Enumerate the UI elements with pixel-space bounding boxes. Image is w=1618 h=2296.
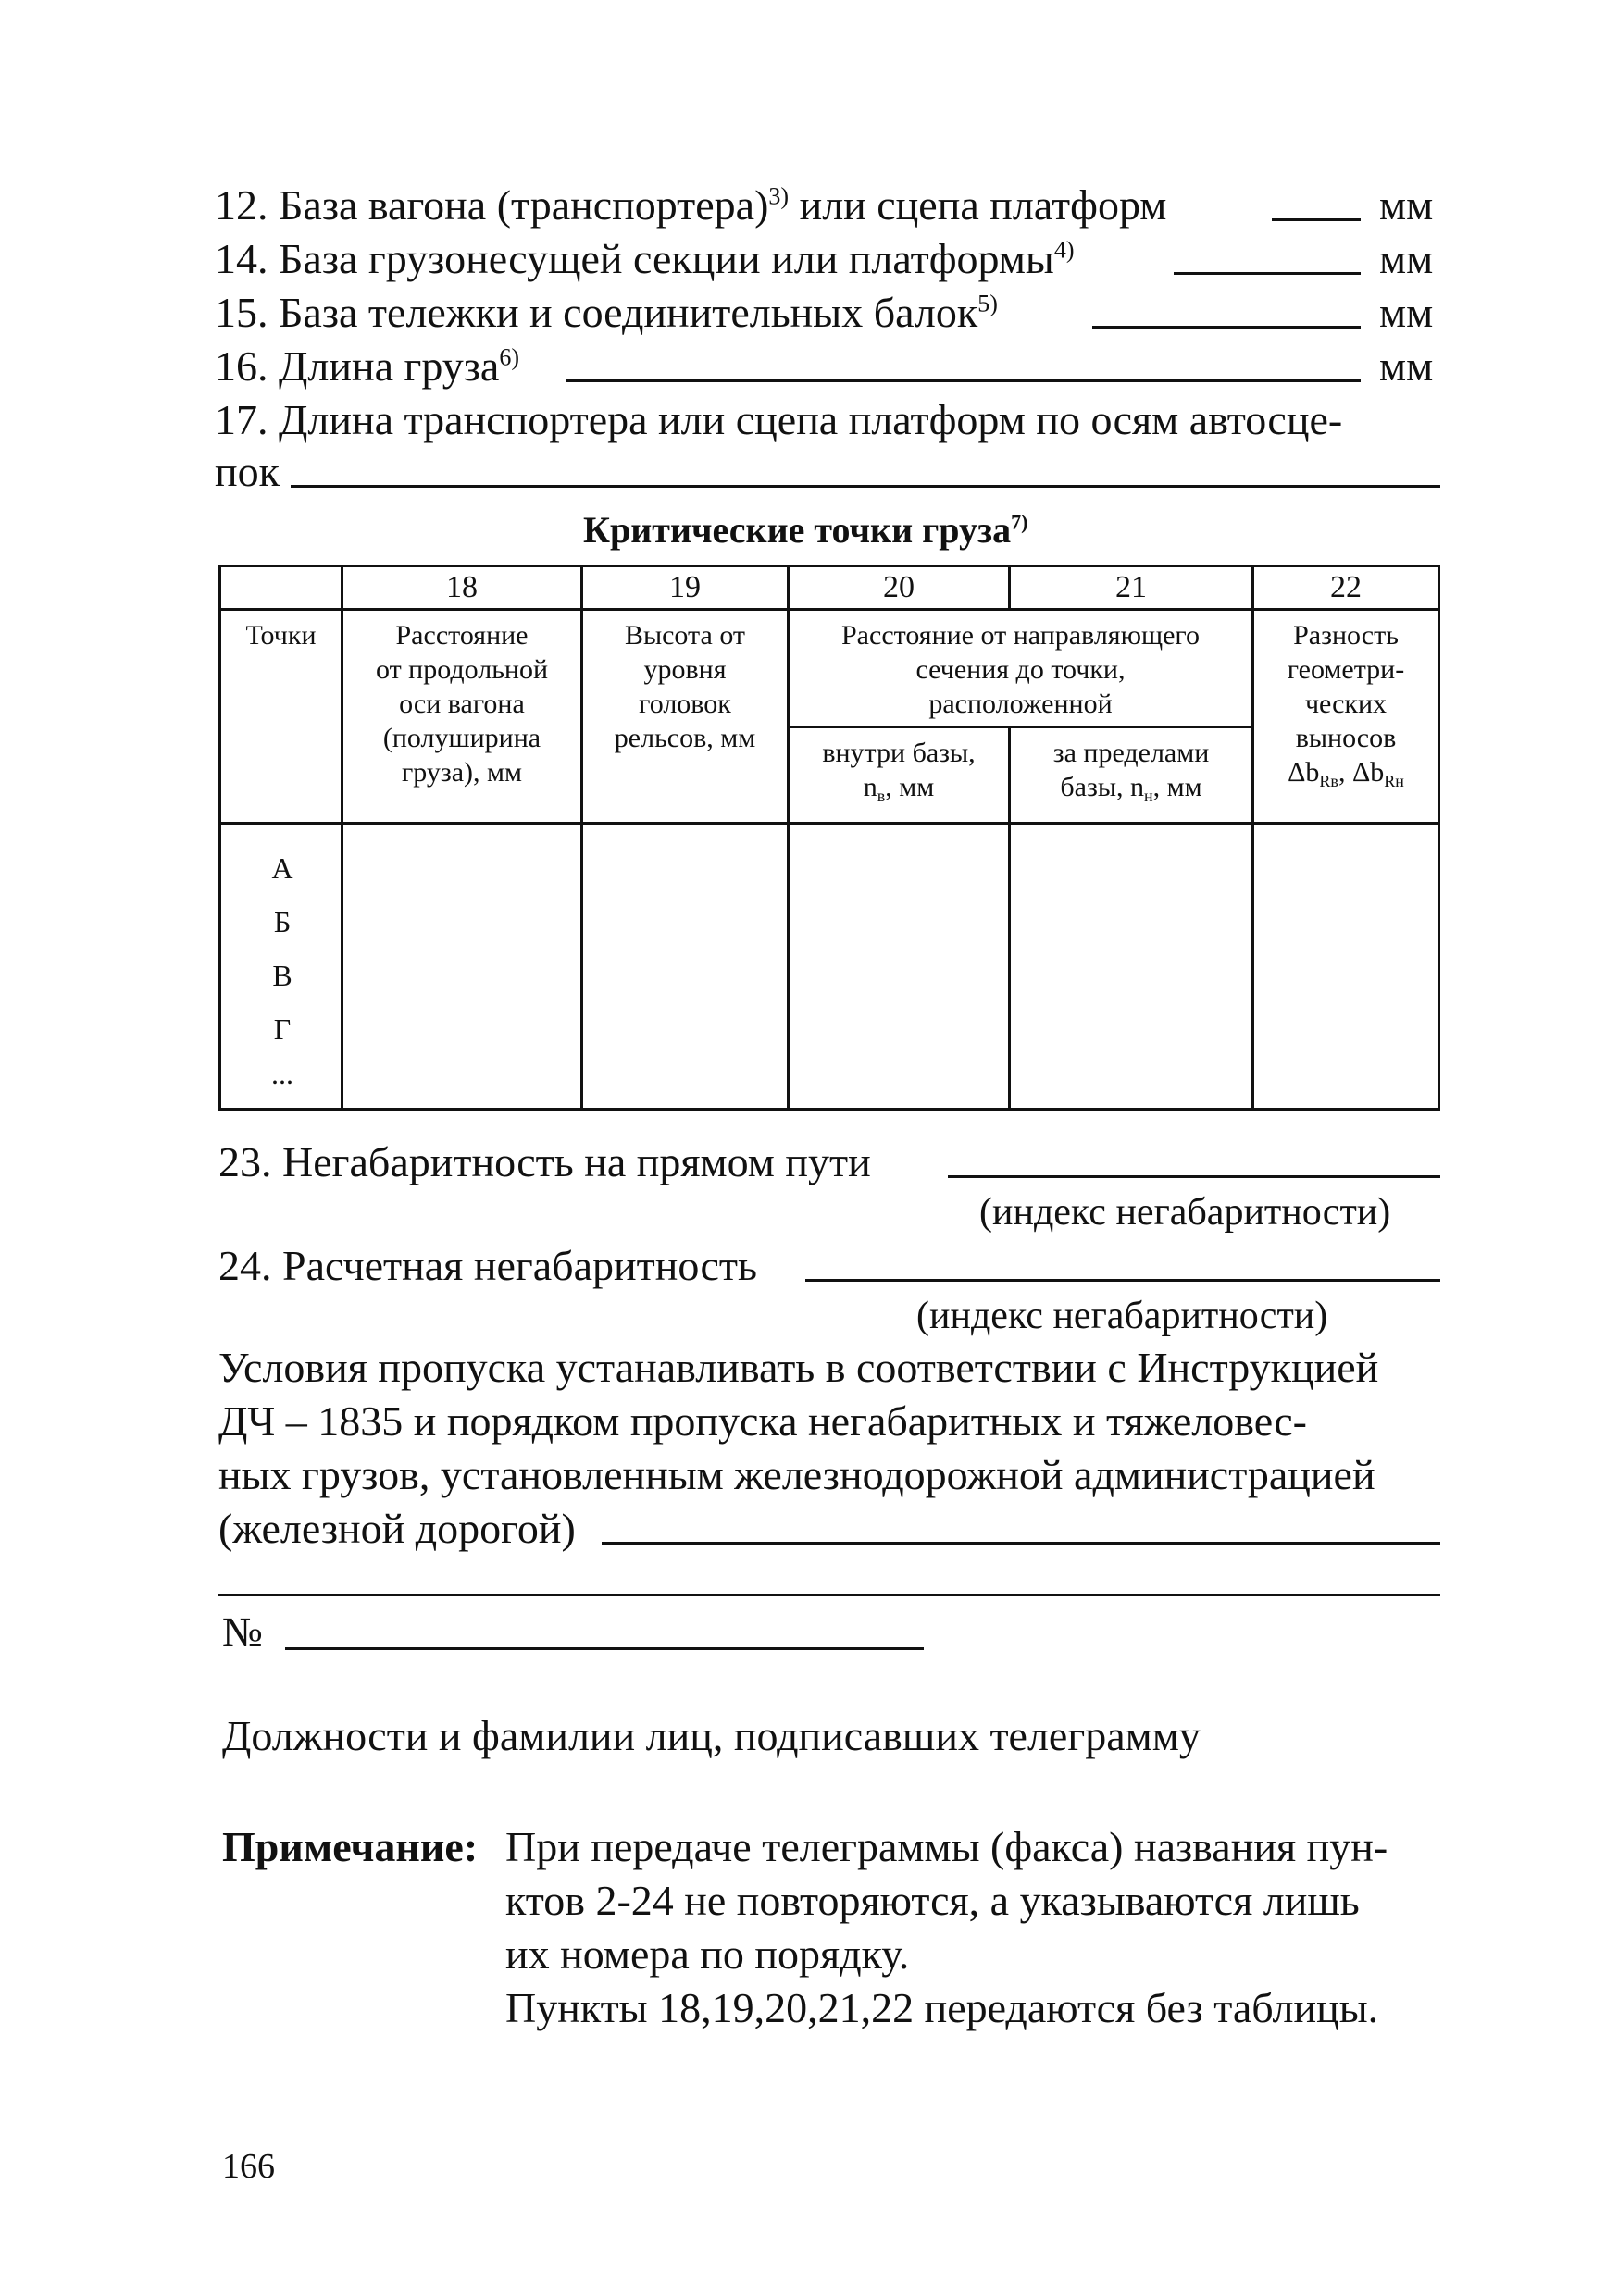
- header-col-20: [787, 726, 1011, 825]
- note-line-1: При передаче телеграммы (факса) названия пун-: [505, 1823, 1388, 1870]
- header-points-label: Точки: [245, 620, 317, 651]
- header-22-line: геометри-: [1287, 654, 1405, 685]
- header-22-sub1: Rв: [1319, 772, 1338, 790]
- table-title-text: Критические точки груза: [583, 509, 1012, 551]
- col-number-22: 22: [1251, 565, 1440, 611]
- item-12-tail: или сцепа платформ: [789, 181, 1167, 229]
- item-16-unit: мм: [1379, 342, 1434, 390]
- header-22-db1: Δb: [1288, 757, 1320, 788]
- header-20-n: n: [863, 772, 877, 802]
- item-16-text: 16. Длина груза: [215, 342, 500, 390]
- header-col-19: [580, 608, 790, 825]
- item-14: [215, 233, 1075, 285]
- item-15-unit: мм: [1379, 289, 1434, 336]
- number-blank[interactable]: [285, 1647, 924, 1650]
- conditions-line-3: ных грузов, установленным железнодорожной администрацией: [218, 1451, 1375, 1498]
- header-20-sub: в: [877, 787, 886, 805]
- header-21-unit: , мм: [1152, 772, 1202, 802]
- critical-points-table: [218, 565, 1440, 1111]
- col-number-21: 21: [1008, 565, 1254, 611]
- header-20-line2: [790, 770, 1008, 813]
- header-22-sub2: Rн: [1384, 772, 1404, 790]
- header-col-20-21: [787, 608, 1254, 728]
- item-24-note: (индекс негабаритности): [916, 1295, 1328, 1337]
- table-title: [583, 507, 1027, 553]
- item-15-footnote: 5): [977, 290, 998, 317]
- item-17-line2: пок: [215, 448, 280, 495]
- item-16: [215, 341, 519, 392]
- item-14-text: 14. База грузонесущей секции или платформы: [215, 235, 1054, 282]
- extra-blank-line[interactable]: [218, 1594, 1440, 1596]
- item-16-blank[interactable]: [566, 379, 1361, 382]
- item-15-text: 15. База тележки и соединительных балок: [215, 289, 978, 336]
- body-cell-21[interactable]: [1008, 822, 1254, 1111]
- signers-text: Должности и фамилии лиц, подписавших телеграмму: [222, 1712, 1201, 1759]
- header-19-line: Высота от: [624, 620, 746, 651]
- item-14-unit: мм: [1379, 235, 1434, 282]
- body-cell-18[interactable]: [341, 822, 583, 1111]
- item-12-unit: мм: [1379, 181, 1434, 229]
- item-12-text: 12. База вагона (транспортера): [215, 181, 769, 229]
- header-19-line: рельсов, мм: [614, 723, 756, 753]
- col-number-20: 20: [787, 565, 1011, 611]
- conditions-line-1: Условия пропуска устанавливать в соответствии с Инструкцией: [218, 1344, 1379, 1391]
- conditions-line-4: (железной дорогой): [218, 1505, 576, 1552]
- note-line-2: ктов 2-24 не повторяются, а указываются лишь: [505, 1877, 1360, 1924]
- col-number-18: 18: [341, 565, 583, 611]
- body-cell-22[interactable]: [1251, 822, 1440, 1111]
- header-20-unit: , мм: [885, 772, 935, 802]
- number-row-empty-cell: [218, 565, 343, 611]
- header-20-line: внутри базы,: [822, 738, 976, 768]
- item-23-blank[interactable]: [948, 1175, 1440, 1178]
- item-24-blank[interactable]: [805, 1279, 1440, 1282]
- row-label-g: Г: [273, 1012, 292, 1046]
- table-title-footnote: 7): [1011, 510, 1028, 534]
- body-cell-19[interactable]: [580, 822, 790, 1111]
- header-col-18: [341, 608, 583, 825]
- item-17-blank[interactable]: [291, 485, 1440, 488]
- body-points-cell: [218, 822, 343, 1111]
- item-15-blank[interactable]: [1092, 326, 1361, 329]
- item-12-blank[interactable]: [1272, 218, 1361, 221]
- row-label-b: Б: [273, 905, 292, 938]
- item-14-footnote: 4): [1053, 236, 1075, 264]
- header-2021-line: Расстояние от направляющего: [841, 620, 1200, 651]
- item-16-footnote: 6): [499, 343, 520, 371]
- header-19-line: головок: [639, 689, 731, 719]
- body-cell-20[interactable]: [787, 822, 1011, 1111]
- header-col-21: [1008, 726, 1254, 825]
- header-points: [218, 608, 343, 825]
- header-18-line: Расстояние: [395, 620, 529, 651]
- header-21-sub: н: [1143, 787, 1153, 805]
- note-label: Примечание:: [222, 1823, 479, 1870]
- row-label-a: А: [271, 851, 293, 885]
- header-18-line: от продольной: [375, 654, 549, 685]
- conditions-line-2: ДЧ – 1835 и порядком пропуска негабаритных и тяжеловес-: [218, 1397, 1307, 1445]
- note-line-3: их номера по порядку.: [505, 1930, 910, 1978]
- item-15: [215, 287, 998, 339]
- header-21-line: за пределами: [1052, 738, 1210, 768]
- item-24-text: 24. Расчетная негабаритность: [218, 1242, 757, 1289]
- header-21-n: базы, n: [1060, 772, 1144, 802]
- item-17-line1: 17. Длина транспортера или сцепа платформ по осям автосце-: [215, 396, 1343, 443]
- header-22-db2: , Δb: [1338, 757, 1385, 788]
- header-18-line: оси вагона: [399, 689, 525, 719]
- header-22-line: Разность: [1293, 620, 1399, 651]
- railway-blank[interactable]: [602, 1542, 1440, 1545]
- header-19-line: уровня: [643, 654, 727, 685]
- item-14-blank[interactable]: [1174, 272, 1361, 275]
- header-col-22: [1251, 608, 1440, 825]
- row-label-v: В: [272, 959, 292, 992]
- item-23-note: (индекс негабаритности): [979, 1191, 1391, 1234]
- col-number-19: 19: [580, 565, 790, 611]
- row-label-more: ...: [271, 1057, 293, 1090]
- page-number: 166: [222, 2147, 275, 2186]
- header-18-line: груза), мм: [401, 757, 523, 788]
- item-23-text: 23. Негабаритность на прямом пути: [218, 1138, 871, 1185]
- header-22-line5: [1254, 755, 1438, 799]
- item-12: [215, 180, 1166, 231]
- item-12-footnote: 3): [768, 182, 790, 210]
- header-18-line: (полуширина: [382, 723, 541, 753]
- header-22-line: выносов: [1295, 723, 1397, 753]
- header-2021-line: расположенной: [928, 689, 1113, 719]
- number-sign: №: [222, 1608, 263, 1656]
- header-22-line: ческих: [1304, 689, 1388, 719]
- header-2021-line: сечения до точки,: [915, 654, 1126, 685]
- note-line-4: Пункты 18,19,20,21,22 передаются без таблицы.: [505, 1984, 1379, 2031]
- header-21-line2: [1011, 770, 1251, 813]
